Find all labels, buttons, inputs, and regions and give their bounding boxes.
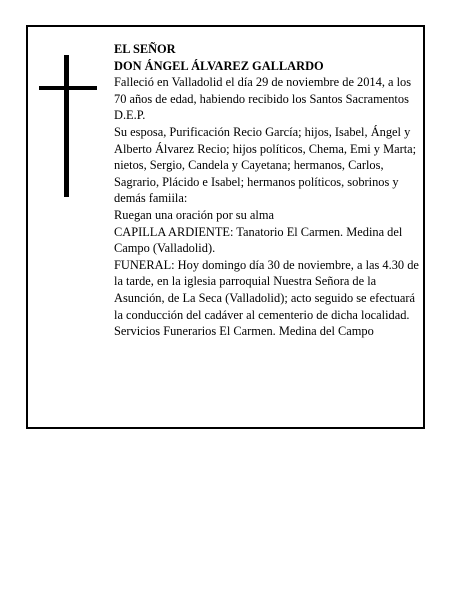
notice-title-line1: EL SEÑOR bbox=[114, 42, 176, 56]
services-text: Servicios Funerarios El Carmen. Medina del Campo bbox=[114, 324, 374, 339]
death-info: Falleció en Valladolid el día 29 de noviembre de 2014, a los 70 años de edad, habiendo recibido los Santos Sacramentos bbox=[114, 75, 412, 106]
dep-text: D.E.P. bbox=[114, 108, 146, 123]
obituary-notice bbox=[26, 25, 425, 429]
cross-horizontal-bar bbox=[39, 86, 97, 90]
cross-vertical-bar bbox=[64, 55, 69, 197]
chapel-text: CAPILLA ARDIENTE: Tanatorio El Carmen. Medina del Campo (Valladolid). bbox=[114, 224, 403, 256]
notice-title-name: DON ÁNGEL ÁLVAREZ GALLARDO bbox=[114, 58, 324, 73]
family-text: Su esposa, Purificación Recio García; hijos, Isabel, Ángel y Alberto Álvarez Recio; hijos políticos, Chema, Emi y Marta; nietos, Sergio, Candela y Cayetana; hermanos, Carlos, Sagrario, Plácido e Isabel; hermanos políticos, sobrinos y demás famiila: bbox=[114, 124, 417, 206]
cross-icon bbox=[39, 55, 97, 197]
notice-text bbox=[114, 41, 420, 340]
funeral-text: FUNERAL: Hoy domingo día 30 de noviembre, a las 4.30 de la tarde, en la iglesia parroquial Nuestra Señora de la Asunción, de La Seca (Valladolid); acto seguido se efectuará la conducción del cadáver al cementerio de dicha localidad. bbox=[114, 257, 419, 322]
prayer-text: Ruegan una oración por su alma bbox=[114, 207, 274, 222]
